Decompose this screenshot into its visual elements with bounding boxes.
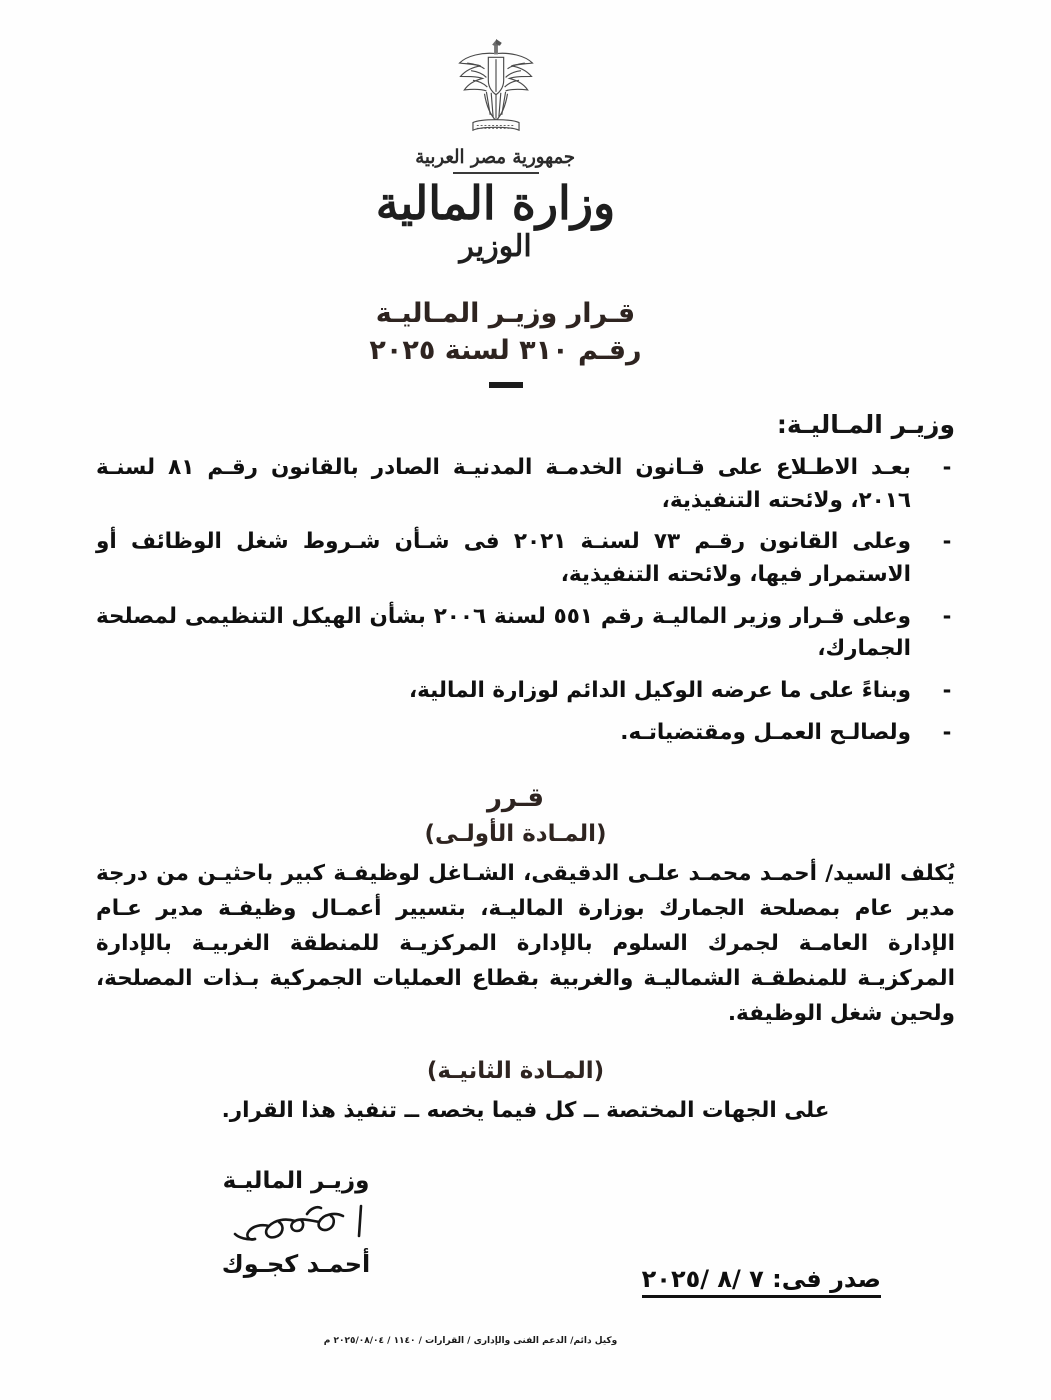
- preamble-clause-text: وعلى قـرار وزير الماليـة رقم ٥٥١ لسنة ٢٠٠٦ بشأن الهيكل التنظيمى لمصلحة الجمارك،: [96, 603, 911, 662]
- handwritten-signature: [161, 1194, 431, 1250]
- letterhead: [0, 34, 1051, 264]
- decided-heading: قـرر: [486, 783, 545, 814]
- article-one-heading: (المـادة الأولـى): [424, 821, 607, 848]
- preamble-clause-list: [96, 452, 955, 749]
- signatory-title: وزيـر الماليـة: [222, 1168, 370, 1194]
- bullet-dash-icon: -: [942, 455, 951, 479]
- preamble-clause: [96, 601, 955, 666]
- title-block: [0, 298, 1051, 388]
- preamble-clause: [96, 526, 955, 591]
- title-divider: [489, 382, 523, 388]
- signature-block: [161, 1168, 431, 1278]
- preamble-heading: وزيـر المـاليـة:: [776, 410, 955, 439]
- article-two-body: على الجهات المختصة ــ كل فيما يخصه ــ تنفيذ هذا القرار.: [221, 1097, 830, 1123]
- bullet-dash-icon: -: [942, 719, 951, 744]
- issue-date: صدر فى: ٧ /٨ /٢٠٢٥: [642, 1265, 881, 1298]
- letterhead-divider: [453, 172, 539, 174]
- preamble-clause: [96, 675, 955, 708]
- bullet-dash-icon: -: [942, 603, 951, 628]
- country-name: جمهورية مصر العربية: [415, 146, 576, 168]
- bullet-dash-icon: -: [942, 678, 951, 703]
- article-two-heading: (المـادة الثانيـة): [426, 1057, 605, 1084]
- preamble-clause: [96, 452, 955, 517]
- ministry-name: وزارة المالية: [375, 176, 616, 230]
- preamble-clause-text: ولصالـح العمـل ومقتضياتـه.: [620, 719, 911, 745]
- decree-title: قـرار وزيـر المـاليـة: [375, 298, 636, 329]
- bullet-dash-icon: -: [942, 529, 951, 554]
- footer-reference: وكيل دائم/ الدعم الفنى والإدارى / القرارات / ١١٤٠ / ٢٠٢٥/٠٨/٠٤ م: [323, 1336, 618, 1346]
- decree-number: رقـم ٣١٠ لسنة ٢٠٢٥: [369, 335, 642, 366]
- preamble-clause: [96, 717, 955, 750]
- preamble-clause-text: وعلى القانون رقـم ٧٣ لسنـة ٢٠٢١ فى شـأن شـروط شغل الوظائف أو الاستمرار فيها، ولائحته التنفيذية،: [96, 529, 912, 588]
- signatory-name: أحمـد كجـوك: [221, 1250, 371, 1278]
- preamble-clause-text: بعـد الاطـلاع على قـانون الخدمـة المدنيـة الصادر بالقانون رقـم ٨١ لسنـة ٢٠١٦، ولائحته التنفيذية،: [96, 455, 911, 513]
- document-body: [96, 410, 955, 1128]
- preamble-clause-text: وبناءً على ما عرضه الوكيل الدائم لوزارة المالية،: [408, 678, 911, 704]
- minister-word: الوزير: [459, 229, 532, 265]
- egypt-eagle-emblem: [448, 34, 544, 142]
- article-one-body: يُكلف السيد/ أحمـد محمـد علـى الدقيقى، الشـاغل لوظيفـة كبير باحثيـن من درجة مدير عام بمصلحة الجمارك بوزارة الماليـة، بتسيير أعمـال وظيفـة مدير عـام الإدارة العامـة لجمرك السلوم بالإدارة المركزيـة للمنطقة الغربيـة بالإدارة المركزيـة للمنطقـة الشماليـة والغربية بقطاع العمليات الجمركية بـذات المصلحة، ولحين شغل الوظيفة.: [96, 861, 955, 1026]
